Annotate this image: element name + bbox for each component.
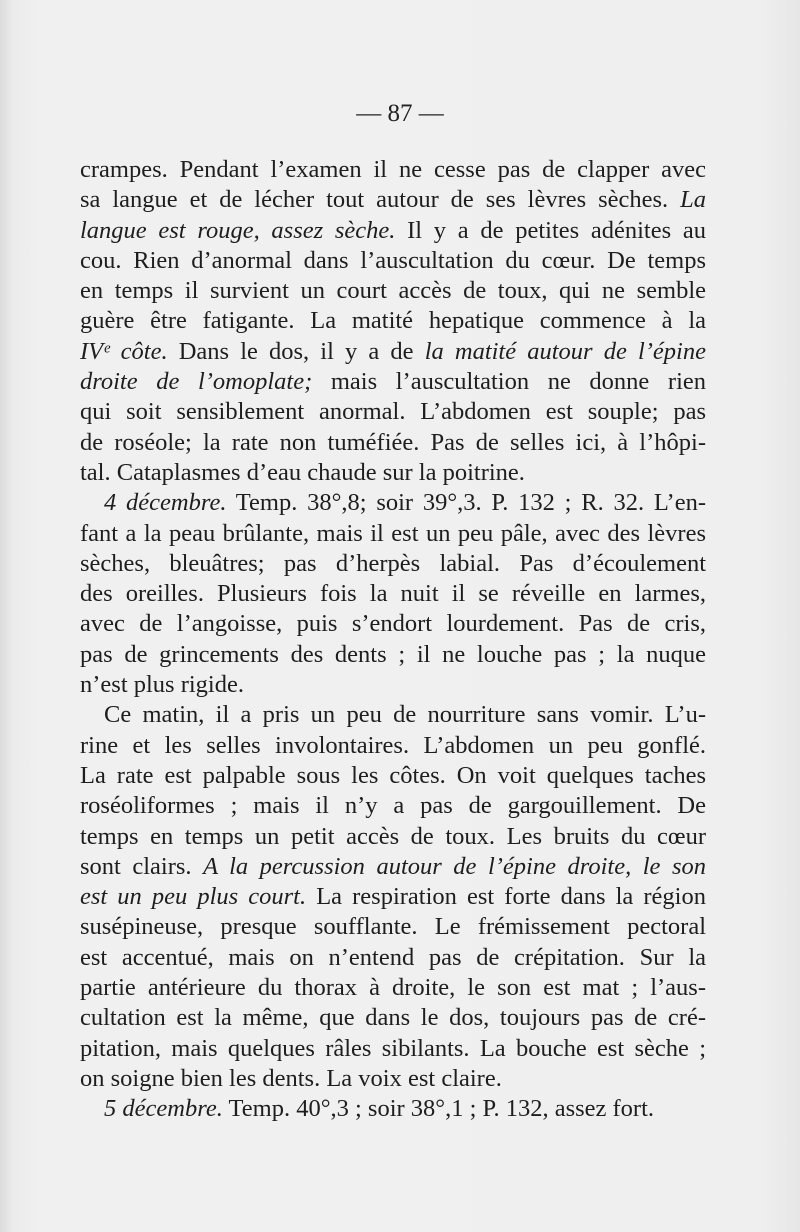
text-line	[80, 609, 706, 639]
text-run: La respiration est forte dans la région	[306, 883, 706, 911]
text-run: temps en temps un petit accès de toux. Les bruits du cœur	[80, 822, 706, 850]
text-run: on soigne bien les dents. La voix est claire.	[80, 1064, 502, 1092]
text-run: La rate est palpable sous les côtes. On voit quelques taches	[80, 761, 706, 789]
text-run: roséoliformes ; mais il n’y a pas de gargouillement. De	[80, 792, 706, 820]
text-run: fant a la peau brûlante, mais il est un peu pâle, avec des lèvres	[80, 519, 706, 547]
text-line	[80, 731, 706, 761]
text-run: cultation est la même, que dans le dos, toujours pas de cré-	[80, 1004, 706, 1032]
text-line	[80, 549, 706, 579]
text-line	[80, 155, 706, 185]
text-run: en temps il survient un court accès de toux, qui ne semble	[80, 277, 706, 305]
text-line	[80, 367, 706, 397]
text-run: pas de grincements des dents ; il ne louche pas ; la nuque	[80, 640, 706, 668]
text-run: qui soit sensiblement anormal. L’abdomen est souple; pas	[80, 398, 706, 426]
italic-run: IVᵉ côte.	[80, 337, 168, 365]
text-line	[80, 943, 706, 973]
text-line	[80, 761, 706, 791]
body-text	[80, 155, 706, 1125]
text-line	[80, 882, 706, 912]
text-run: Dans le dos, il y a de	[167, 337, 425, 365]
text-run: Il y a de petites adénites au	[395, 216, 706, 244]
text-run: crampes. Pendant l’examen il ne cesse pas de clapper avec	[80, 156, 706, 183]
text-run: Temp. 40°,3 ; soir 38°,1 ; P. 132, assez fort.	[222, 1095, 655, 1123]
text-run: Temp. 38°,8; soir 39°,3. P. 132 ; R. 32. L’en-	[226, 489, 706, 517]
italic-run: A la percussion autour de l’épine droite, le son	[203, 852, 706, 880]
text-line	[80, 216, 706, 246]
text-line	[80, 912, 706, 942]
text-line	[80, 276, 706, 306]
text-run: avec de l’angoisse, puis s’endort lourdement. Pas de cris,	[80, 610, 706, 638]
text-run: de roséole; la rate non tuméfiée. Pas de selles ici, à l’hôpi-	[80, 428, 706, 456]
text-line	[80, 458, 706, 488]
text-line	[80, 185, 706, 215]
text-run: n’est plus rigide.	[80, 671, 244, 699]
page-number: — 87 —	[356, 100, 444, 127]
text-line	[80, 973, 706, 1003]
text-line	[80, 246, 706, 276]
text-line	[80, 519, 706, 549]
text-line	[80, 397, 706, 427]
italic-run: la matité autour de l’épine	[424, 337, 706, 365]
text-run: partie antérieure du thorax à droite, le son est mat ; l’aus-	[80, 974, 706, 1002]
text-line	[80, 1064, 706, 1094]
text-run: guère être fatigante. La matité hepatique commence à la	[80, 307, 706, 335]
text-run: susépineuse, presque soufflante. Le frémissement pectoral	[80, 913, 706, 941]
italic-run: La	[680, 186, 706, 214]
text-line	[80, 1003, 706, 1033]
text-run: sa langue et de lécher tout autour de ses lèvres sèches.	[80, 186, 681, 214]
text-line	[80, 791, 706, 821]
text-run: est accentué, mais on n’entend pas de crépitation. Sur la	[80, 943, 706, 971]
italic-run: 4 décembre.	[104, 489, 227, 517]
text-run: rine et les selles involontaires. L’abdomen un peu gonflé.	[80, 731, 706, 759]
text-line	[80, 670, 706, 700]
text-line	[80, 640, 706, 670]
italic-run: est un peu plus court.	[80, 883, 307, 911]
text-run: cou. Rien d’anormal dans l’auscultation du cœur. De temps	[80, 246, 706, 274]
italic-run: droite de l’omoplate;	[80, 368, 313, 396]
text-run: pitation, mais quelques râles sibilants. La bouche est sèche ;	[80, 1034, 706, 1062]
text-line	[80, 822, 706, 852]
text-run: Ce matin, il a pris un peu de nourriture sans vomir. L’u-	[104, 701, 706, 729]
text-line	[80, 579, 706, 609]
text-line	[80, 852, 706, 882]
text-line	[80, 306, 706, 336]
text-run: tal. Cataplasmes d’eau chaude sur la poitrine.	[80, 458, 525, 486]
italic-run: 5 décembre.	[104, 1095, 223, 1123]
text-run: sèches, bleuâtres; pas d’herpès labial. Pas d’écoulement	[80, 549, 706, 577]
text-line	[80, 1034, 706, 1064]
text-line	[80, 428, 706, 458]
text-run: sont clairs.	[80, 852, 204, 880]
text-line	[80, 337, 706, 367]
text-line	[80, 700, 706, 730]
text-run: mais l’auscultation ne donne rien	[312, 368, 707, 396]
text-line	[80, 488, 706, 518]
text-run: des oreilles. Plusieurs fois la nuit il se réveille en larmes,	[80, 580, 706, 608]
italic-run: langue est rouge, assez sèche.	[80, 216, 396, 244]
text-line	[80, 1094, 706, 1124]
